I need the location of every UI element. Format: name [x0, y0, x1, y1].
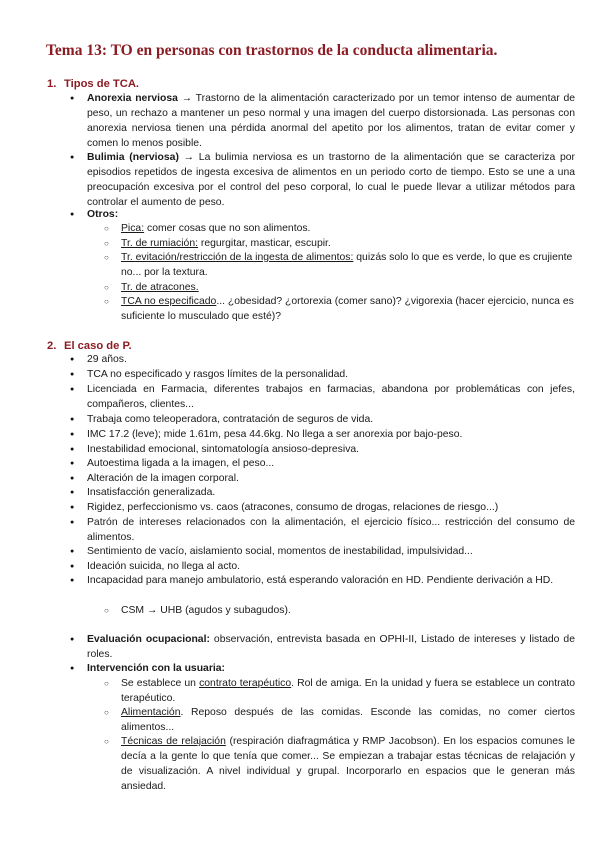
intervencion-subitem-contrato: ○ Se establece un contrato terapéutico. Rol de amiga. En la unidad y fuera se establece un contrato terapéutico.: [104, 677, 575, 707]
intervencion-subitem-alimentacion: ○ Alimentación. Reposo después de las comidas. Esconde las comidas, no comer ciertos alimentos...: [104, 706, 575, 736]
list-item: ● Autoestima ligada a la imagen, el peso...: [70, 457, 575, 472]
bulimia-term: Bulimia (nerviosa): [87, 152, 179, 163]
section-1-heading: [47, 78, 139, 90]
list-item: ● Ideación suicida, no llega al acto.: [70, 560, 575, 575]
list-item: ● Alteración de la imagen corporal.: [70, 472, 575, 487]
evaluacion-text: observación, entrevista basada en OPHI-II, Listado de intereses y listado de roles.: [87, 634, 575, 660]
section-2-heading: [47, 340, 132, 352]
intervencion-item: [70, 662, 575, 677]
list-item: ● Licenciada en Farmacia, diferentes trabajos en farmacias, abandona por problemáticas con jefes, compañeros, clientes...: [70, 383, 575, 413]
otros-subitem-rumiacion: ○ Tr. de rumiación: regurgitar, masticar, escupir.: [104, 237, 575, 252]
otros-subitem-tca-no-especificado: ○ TCA no especificado... ¿obesidad? ¿ortorexia (comer sano)? ¿vigorexia (hacer ejercicio, nunca es suficiente lo musculado que esté)?: [104, 295, 575, 325]
section-2-title: El caso de P.: [64, 340, 132, 352]
csm-subitem: ○ CSM → UHB (agudos y subagudos).: [104, 604, 575, 619]
list-item: ● Insatisfacción generalizada.: [70, 486, 575, 501]
otros-item: [70, 208, 575, 223]
list-item: ● TCA no especificado y rasgos límites de la personalidad.: [70, 368, 575, 383]
anorexia-text: → Trastorno de la alimentación caracterizado por un temor intenso de aumentar de peso, un rechazo a mantener un peso normal y una imagen del cuerpo distorsionada. Las personas con anorexia nerviosa tienen una pérdida anormal del apetito por los alimentos, tratan de evitar comer y comen lo menos posible.: [87, 93, 576, 149]
otros-term: Otros:: [87, 209, 119, 220]
section-1-title: Tipos de TCA.: [64, 78, 140, 90]
section-1-number: 1.: [47, 78, 57, 90]
otros-subitem-pica: ○ Pica: comer cosas que no son alimentos.: [104, 222, 575, 237]
bulimia-text: → La bulimia nerviosa es un trastorno de la alimentación que se caracteriza por episodios repetidos de ingesta excesiva de alimentos en un periodo corto de tiempo. Esto se une a una preocupación excesiva por el control del peso corporal, lo cual le puede llevar a utilizar métodos para controlar el aumento de peso.: [87, 152, 576, 208]
list-item: ● Trabaja como teleoperadora, contratación de seguros de vida.: [70, 413, 575, 428]
anorexia-term: Anorexia nerviosa: [87, 93, 178, 104]
document-title: Tema 13: TO en personas con trastornos de la conducta alimentaria.: [46, 42, 498, 59]
list-item: ● Patrón de intereses relacionados con la alimentación, el ejercicio físico... restricción del consumo de alimentos.: [70, 516, 575, 546]
list-item: ● Incapacidad para manejo ambulatorio, está esperando valoración en HD. Pendiente derivación a HD.: [70, 574, 575, 589]
list-item: ● Sentimiento de vacío, aislamiento social, momentos de inestabilidad, impulsividad...: [70, 545, 575, 560]
evaluacion-item: [70, 633, 575, 663]
list-item: ● IMC 17.2 (leve); mide 1.61m, pesa 44.6kg. No llega a ser anorexia por bajo-peso.: [70, 428, 575, 443]
section-2-number: 2.: [47, 340, 57, 352]
intervencion-subitem-relajacion: ○ Técnicas de relajación (respiración diafragmática y RMP Jacobson). En los espacios comunes le decía a la gente lo que tenía que comer... Se empiezan a trabajar estas técnicas de relajación y de visualización. A nivel individual y grupal. Incorporarlo en espacios que le generan más ansiedad.: [104, 735, 575, 795]
bulimia-item: [70, 151, 575, 211]
evaluacion-term: Evaluación ocupacional:: [87, 634, 210, 645]
otros-subitem-evitacion: ○ Tr. evitación/restricción de la ingesta de alimentos: quizás solo lo que es verde, lo que es crujiente no... por la textura.: [104, 251, 575, 281]
list-item: ● 29 años.: [70, 353, 575, 368]
intervencion-term: Intervención con la usuaria:: [87, 663, 226, 674]
otros-subitem-atracones: ○ Tr. de atracones.: [104, 281, 575, 296]
list-item: ● Rigidez, perfeccionismo vs. caos (atracones, consumo de drogas, relaciones de riesgo...): [70, 501, 575, 516]
anorexia-item: [70, 92, 575, 152]
list-item: ● Inestabilidad emocional, sintomatología ansioso-depresiva.: [70, 443, 575, 458]
